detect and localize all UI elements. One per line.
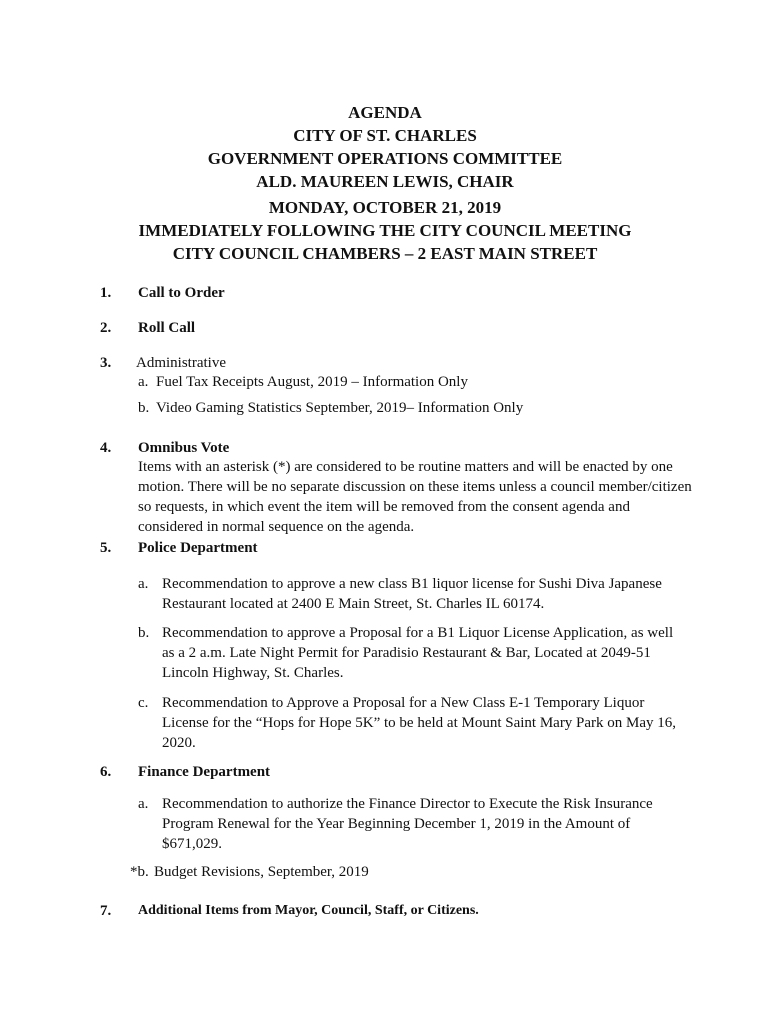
- item-number: 6.: [100, 764, 112, 780]
- header-city-name: CITY OF ST. CHARLES: [293, 126, 477, 145]
- header-date: MONDAY, OCTOBER 21, 2019: [268, 198, 502, 217]
- omnibus-paragraph: Items with an asterisk (*) are considered to be routine matters and will be enacted by one motion. There will be no separate discussion on these items unless a council member/citizen so requests, in which event the item will be removed from the consent agenda and considered in normal sequence on the agenda.: [138, 459, 692, 535]
- subitem-text: Video Gaming Statistics September, 2019– Information Only: [156, 400, 524, 416]
- item-number: 3.: [100, 355, 112, 371]
- subitem-letter: *b.: [130, 864, 149, 880]
- subitem-text: Recommendation to Approve a Proposal for a New Class E-1 Temporary Liquor License for the “Hops for Hope 5K” to be held at Mount Saint Mary Park on May 16, 2020.: [162, 695, 677, 751]
- subitem-letter: b.: [138, 400, 150, 416]
- header-committee-name: GOVERNMENT OPERATIONS COMMITTEE: [207, 149, 563, 168]
- item-title: Finance Department: [138, 764, 271, 780]
- item-number: 5.: [100, 540, 112, 556]
- item-title: Omnibus Vote: [138, 440, 230, 456]
- item-number: 1.: [100, 285, 112, 301]
- header-chair: ALD. MAUREEN LEWIS, CHAIR: [256, 172, 514, 191]
- item-title: Police Department: [138, 540, 258, 556]
- subitem-letter: a.: [138, 796, 149, 812]
- subitem-text: Budget Revisions, September, 2019: [154, 864, 369, 880]
- item-number: 2.: [100, 320, 112, 336]
- item-title: Roll Call: [138, 320, 196, 336]
- item-title: Call to Order: [138, 285, 225, 301]
- subitem-text: Recommendation to approve a new class B1 liquor license for Sushi Diva Japanese Restaurant located at 2400 E Main Street, St. Charles IL 60174.: [162, 576, 662, 612]
- subitem-letter: b.: [138, 625, 150, 641]
- subitem-letter: a.: [138, 576, 149, 592]
- header-location: CITY COUNCIL CHAMBERS – 2 EAST MAIN STREET: [172, 244, 598, 263]
- item-title: Additional Items from Mayor, Council, Staff, or Citizens.: [138, 903, 479, 918]
- subitem-text: Recommendation to approve a Proposal for a B1 Liquor License Application, as well as a 2 a.m. Late Night Permit for Paradisio Restaurant & Bar, Located at 2049-51 Lincoln Highway, St. Charles.: [162, 625, 674, 681]
- header-agenda-title: AGENDA: [348, 103, 422, 122]
- agenda-header: [0, 101, 770, 265]
- subitem-text: Fuel Tax Receipts August, 2019 – Information Only: [156, 374, 468, 390]
- item-title: Administrative: [136, 355, 226, 371]
- subitem-letter: a.: [138, 374, 149, 390]
- header-timing: IMMEDIATELY FOLLOWING THE CITY COUNCIL MEETING: [138, 221, 632, 240]
- subitem-letter: c.: [138, 695, 149, 711]
- subitem-text: Recommendation to authorize the Finance Director to Execute the Risk Insurance Program Renewal for the Year Beginning December 1, 2019 in the Amount of $671,029.: [162, 796, 653, 852]
- item-number: 4.: [100, 440, 112, 456]
- item-number: 7.: [100, 903, 112, 919]
